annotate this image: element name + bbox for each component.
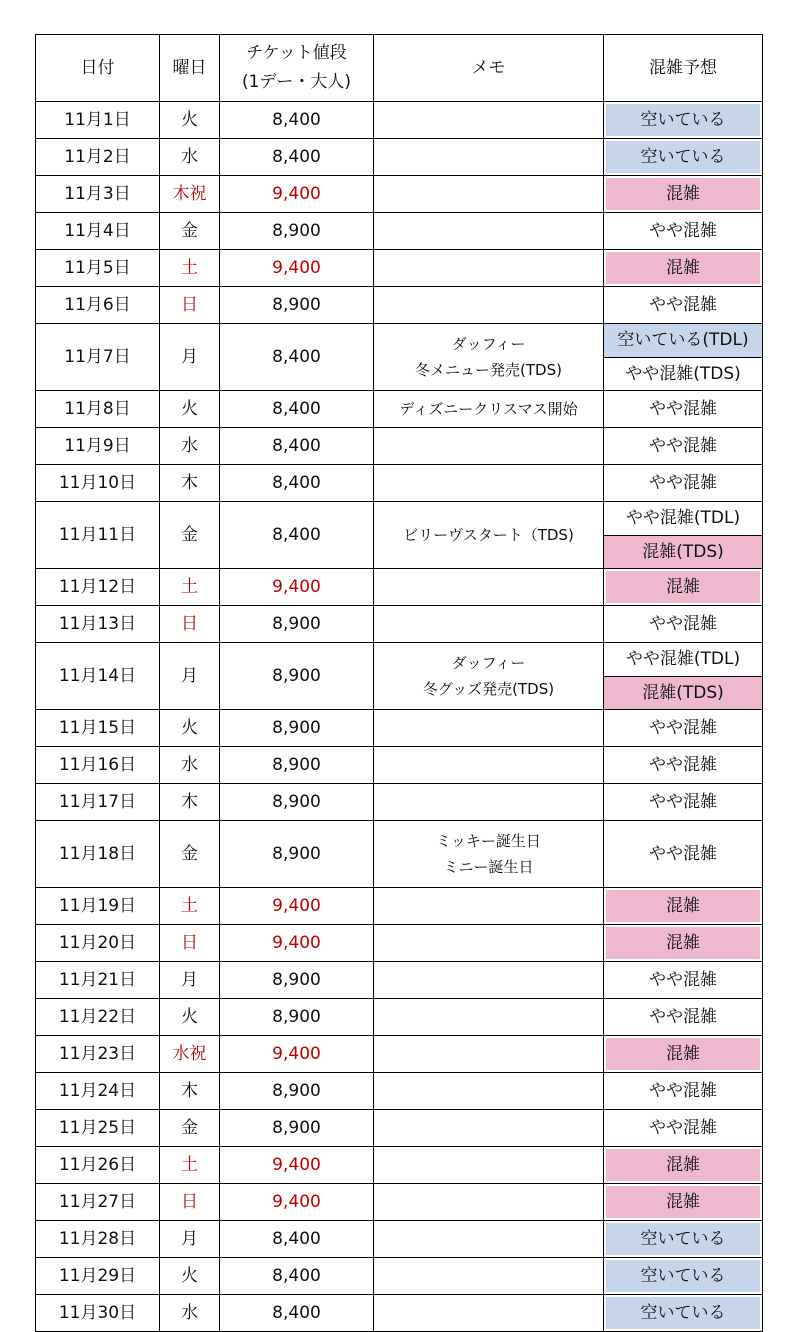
date-cell: 11月7日 [36,324,160,391]
date-cell: 11月29日 [36,1258,160,1295]
weekday-cell: 月 [160,962,220,999]
crowd-forecast-moderate: やや混雑 [649,1117,717,1138]
memo-cell [374,1110,604,1147]
header-weekday: 曜日 [160,35,220,102]
price-cell: 8,900 [220,1073,374,1110]
crowd-cell [604,324,763,391]
table-row [36,1110,763,1147]
memo-cell [374,962,604,999]
crowd-cell [604,643,763,710]
weekday-cell: 水 [160,428,220,465]
memo-cell [374,502,604,569]
price-cell: 8,900 [220,999,374,1036]
weekday-cell: 水 [160,139,220,176]
crowd-cell [604,710,763,747]
weekday-cell: 日 [160,1184,220,1221]
price-cell: 8,900 [220,213,374,250]
crowd-forecast-moderate: やや混雑 [649,717,717,738]
price-cell: 9,400 [220,1147,374,1184]
crowd-cell [604,784,763,821]
table-row [36,1184,763,1221]
price-cell: 9,400 [220,925,374,962]
crowd-cell [604,1258,763,1295]
table-row [36,176,763,213]
weekday-cell: 木 [160,784,220,821]
date-cell: 11月23日 [36,1036,160,1073]
date-cell: 11月17日 [36,784,160,821]
date-cell: 11月15日 [36,710,160,747]
memo-cell [374,250,604,287]
header-crowd: 混雑予想 [604,35,763,102]
crowd-forecast-moderate: やや混雑(TDL) [625,508,741,529]
crowd-cell [604,962,763,999]
memo-cell [374,176,604,213]
weekday-cell: 土 [160,888,220,925]
crowd-cell [604,502,763,569]
crowd-forecast-moderate: やや混雑 [649,791,717,812]
table-row [36,643,763,710]
table-row [36,502,763,569]
date-cell: 11月11日 [36,502,160,569]
price-cell: 9,400 [220,888,374,925]
crowd-forecast-moderate: やや混雑 [649,220,717,241]
crowd-forecast-moderate: やや混雑(TDL) [625,649,741,670]
weekday-cell: 水 [160,747,220,784]
memo-cell [374,643,604,710]
crowd-cell [604,1073,763,1110]
crowd-cell [604,821,763,888]
crowd-forecast-busy: 混雑 [606,1186,760,1218]
crowd-cell [604,888,763,925]
weekday-cell: 火 [160,391,220,428]
price-cell: 8,900 [220,710,374,747]
weekday-cell: 水祝 [160,1036,220,1073]
table-row [36,925,763,962]
crowd-cell [604,1147,763,1184]
table-row [36,1073,763,1110]
weekday-cell: 金 [160,213,220,250]
crowd-forecast-busy: 混雑 [606,1038,760,1070]
header-memo: メモ [374,35,604,102]
date-cell: 11月30日 [36,1295,160,1332]
date-cell: 11月28日 [36,1221,160,1258]
memo-line: 冬メニュー発売(TDS) [415,361,562,379]
crowd-cell [604,287,763,324]
price-cell: 8,400 [220,465,374,502]
date-cell: 11月2日 [36,139,160,176]
memo-cell [374,139,604,176]
memo-line: ダッフィー [451,334,526,353]
crowd-cell [604,569,763,606]
date-cell: 11月19日 [36,888,160,925]
crowd-forecast-busy: 混雑 [606,890,760,922]
ticket-price-calendar-table [35,34,763,1332]
crowd-split [604,643,762,709]
header-price [220,35,374,102]
weekday-cell: 土 [160,1147,220,1184]
memo-cell [374,821,604,888]
memo-cell [374,213,604,250]
price-cell: 8,400 [220,1295,374,1332]
table-row [36,888,763,925]
date-cell: 11月21日 [36,962,160,999]
table-row [36,999,763,1036]
table-row [36,213,763,250]
date-cell: 11月12日 [36,569,160,606]
weekday-cell: 金 [160,1110,220,1147]
crowd-cell [604,465,763,502]
memo-cell [374,1147,604,1184]
table-row [36,569,763,606]
memo-cell [374,1036,604,1073]
table-row [36,287,763,324]
crowd-forecast-busy: 混雑 [606,252,760,284]
date-cell: 11月22日 [36,999,160,1036]
weekday-cell: 日 [160,925,220,962]
price-cell: 8,400 [220,139,374,176]
crowd-cell [604,428,763,465]
memo-cell [374,465,604,502]
memo-cell [374,710,604,747]
crowd-split [604,324,762,390]
memo-line: ミニー誕生日 [443,858,534,876]
crowd-forecast-empty: 空いている [606,1223,760,1255]
weekday-cell: 金 [160,502,220,569]
memo-line: ディズニークリスマス開始 [399,399,578,418]
crowd-cell [604,1295,763,1332]
crowd-forecast-empty: 空いている(TDL) [604,324,762,357]
crowd-forecast-moderate: やや混雑 [649,294,717,315]
weekday-cell: 水 [160,1295,220,1332]
crowd-forecast-moderate: やや混雑 [649,398,717,419]
crowd-forecast-busy: 混雑(TDS) [604,676,762,710]
price-cell: 8,400 [220,1258,374,1295]
table-header [36,35,763,102]
crowd-forecast-busy: 混雑 [606,927,760,959]
crowd-forecast-empty: 空いている [606,104,760,136]
table-row [36,1147,763,1184]
weekday-cell: 日 [160,287,220,324]
memo-cell [374,1295,604,1332]
memo-line: ダッフィー [451,653,526,672]
crowd-forecast-moderate: やや混雑 [649,1080,717,1101]
date-cell: 11月24日 [36,1073,160,1110]
table-row [36,784,763,821]
weekday-cell: 月 [160,643,220,710]
crowd-forecast-moderate: やや混雑(TDS) [604,357,762,391]
table-row [36,465,763,502]
date-cell: 11月10日 [36,465,160,502]
crowd-forecast-busy: 混雑 [606,178,760,210]
price-cell: 9,400 [220,176,374,213]
table-row [36,391,763,428]
table-body [36,102,763,1332]
crowd-split [604,502,762,568]
date-cell: 11月25日 [36,1110,160,1147]
table-row [36,962,763,999]
memo-cell [374,888,604,925]
crowd-cell [604,176,763,213]
price-cell: 9,400 [220,250,374,287]
header-price-line2: (1デー・大人) [241,72,352,92]
date-cell: 11月20日 [36,925,160,962]
table-row [36,1258,763,1295]
crowd-cell [604,606,763,643]
weekday-cell: 火 [160,999,220,1036]
price-cell: 8,400 [220,391,374,428]
crowd-cell [604,213,763,250]
memo-cell [374,606,604,643]
memo-cell [374,784,604,821]
memo-cell [374,747,604,784]
crowd-forecast-busy: 混雑 [606,1149,760,1181]
memo-cell [374,102,604,139]
memo-cell [374,287,604,324]
weekday-cell: 火 [160,1258,220,1295]
date-cell: 11月16日 [36,747,160,784]
price-cell: 8,400 [220,1221,374,1258]
table-row [36,1295,763,1332]
crowd-cell [604,999,763,1036]
date-cell: 11月4日 [36,213,160,250]
price-cell: 9,400 [220,1036,374,1073]
price-cell: 8,400 [220,102,374,139]
price-cell: 8,900 [220,747,374,784]
header-price-line1: チケット値段 [246,43,347,64]
table-row [36,1036,763,1073]
price-cell: 8,900 [220,821,374,888]
price-cell: 9,400 [220,1184,374,1221]
crowd-cell [604,102,763,139]
memo-cell [374,1073,604,1110]
date-cell: 11月8日 [36,391,160,428]
weekday-cell: 月 [160,1221,220,1258]
price-cell: 8,400 [220,428,374,465]
header-date: 日付 [36,35,160,102]
crowd-forecast-moderate: やや混雑 [649,472,717,493]
date-cell: 11月14日 [36,643,160,710]
crowd-forecast-moderate: やや混雑 [649,613,717,634]
table-row [36,747,763,784]
price-cell: 8,400 [220,502,374,569]
crowd-forecast-moderate: やや混雑 [649,754,717,775]
weekday-cell: 木 [160,465,220,502]
date-cell: 11月3日 [36,176,160,213]
crowd-forecast-moderate: やや混雑 [649,843,717,864]
crowd-cell [604,391,763,428]
date-cell: 11月13日 [36,606,160,643]
header-row [36,35,763,102]
price-cell: 8,900 [220,643,374,710]
crowd-forecast-empty: 空いている [606,141,760,173]
memo-cell [374,999,604,1036]
price-cell: 8,900 [220,962,374,999]
crowd-cell [604,139,763,176]
crowd-cell [604,925,763,962]
memo-line: ミッキー誕生日 [436,831,541,850]
crowd-forecast-moderate: やや混雑 [649,1006,717,1027]
date-cell: 11月18日 [36,821,160,888]
date-cell: 11月27日 [36,1184,160,1221]
crowd-forecast-busy: 混雑(TDS) [604,535,762,569]
memo-cell [374,925,604,962]
weekday-cell: 火 [160,102,220,139]
price-cell: 8,400 [220,324,374,391]
date-cell: 11月6日 [36,287,160,324]
memo-cell [374,569,604,606]
weekday-cell: 日 [160,606,220,643]
price-cell: 8,900 [220,784,374,821]
table-row [36,102,763,139]
crowd-forecast-empty: 空いている [606,1260,760,1292]
weekday-cell: 木祝 [160,176,220,213]
weekday-cell: 土 [160,250,220,287]
price-cell: 9,400 [220,569,374,606]
crowd-cell [604,1036,763,1073]
table-row [36,710,763,747]
date-cell: 11月26日 [36,1147,160,1184]
memo-cell [374,428,604,465]
crowd-forecast-empty: 空いている [606,1297,760,1329]
weekday-cell: 木 [160,1073,220,1110]
weekday-cell: 火 [160,710,220,747]
price-cell: 8,900 [220,1110,374,1147]
memo-cell [374,1184,604,1221]
date-cell: 11月1日 [36,102,160,139]
price-cell: 8,900 [220,606,374,643]
table-row [36,428,763,465]
memo-line: 冬グッズ発売(TDS) [422,680,555,698]
crowd-cell [604,1184,763,1221]
table-row [36,821,763,888]
memo-cell [374,391,604,428]
memo-line: ビリーヴスタート（TDS) [403,525,574,544]
table-row [36,606,763,643]
crowd-forecast-moderate: やや混雑 [649,435,717,456]
table-row [36,324,763,391]
weekday-cell: 土 [160,569,220,606]
crowd-cell [604,1110,763,1147]
price-cell: 8,900 [220,287,374,324]
date-cell: 11月9日 [36,428,160,465]
table-row [36,250,763,287]
memo-cell [374,1258,604,1295]
crowd-cell [604,747,763,784]
crowd-cell [604,250,763,287]
crowd-forecast-busy: 混雑 [606,571,760,603]
weekday-cell: 月 [160,324,220,391]
crowd-forecast-moderate: やや混雑 [649,969,717,990]
weekday-cell: 金 [160,821,220,888]
date-cell: 11月5日 [36,250,160,287]
memo-cell [374,324,604,391]
table-row [36,139,763,176]
